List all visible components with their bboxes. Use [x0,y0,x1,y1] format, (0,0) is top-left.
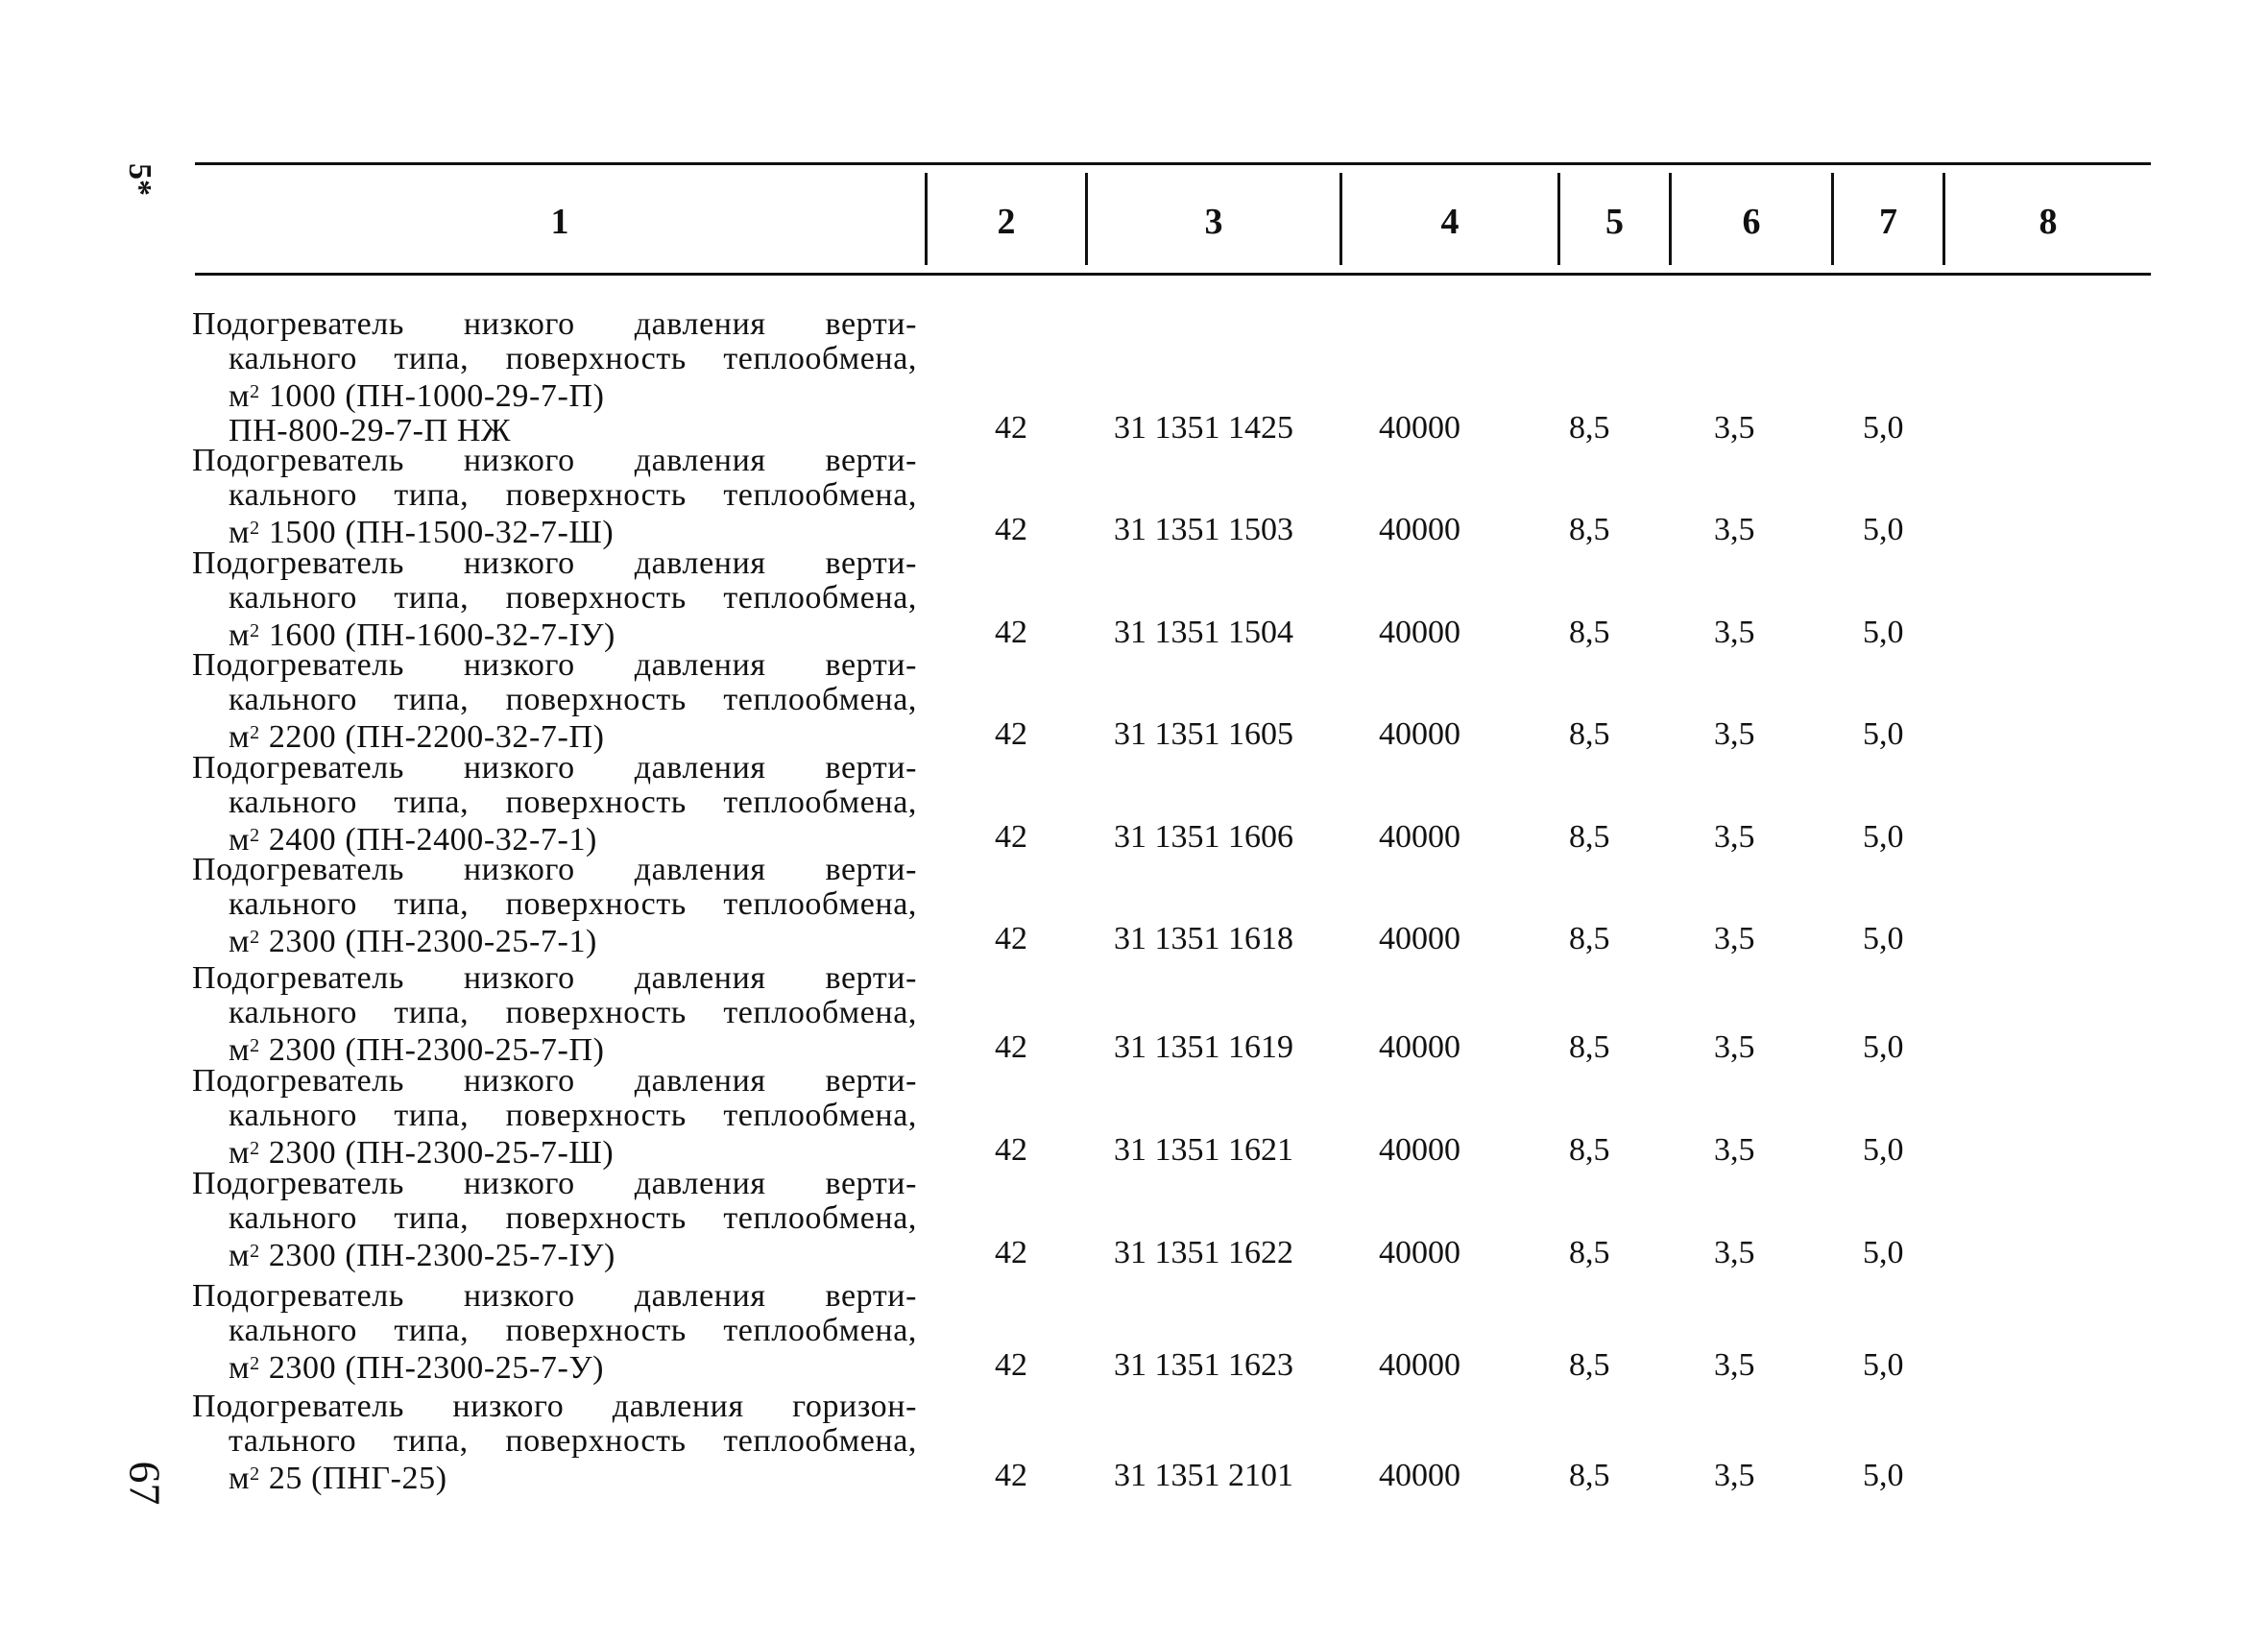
table-top-rule [195,162,2151,165]
page-number: 67 [120,1461,170,1506]
cell-col-6: 3,5 [1714,512,1755,547]
cell-col-7: 5,0 [1863,716,1904,752]
cell-col-7: 5,0 [1863,819,1904,855]
cell-col-4: 40000 [1379,716,1460,752]
row-description [192,751,917,858]
cell-col-3: 31 1351 1618 [1114,921,1293,956]
cell-col-7: 5,0 [1863,1132,1904,1168]
cell-col-7: 5,0 [1863,921,1904,956]
description-line: кального типа, поверхность теплообмена, [229,476,917,513]
cell-col-2: 42 [995,409,1027,446]
description-line: Подогреватель низкого давления верти- [192,1166,917,1201]
cell-col-5: 8,5 [1569,1347,1610,1383]
description-line: Подогреватель низкого давления верти- [192,852,917,887]
table-header-rule [195,273,2151,276]
cell-col-2: 42 [995,819,1027,855]
cell-col-4: 40000 [1379,1235,1460,1270]
description-line: кального типа, поверхность теплообмена, [229,681,917,717]
cell-col-4: 40000 [1379,1132,1460,1168]
cell-col-5: 8,5 [1569,819,1610,855]
description-line: Подогреватель низкого давления верти- [192,1063,917,1099]
description-line: кального типа, поверхность теплообмена, [229,885,917,922]
description-line: $м^2$ 2400 (ПН-2400-32-7-1) [229,822,597,858]
cell-col-6: 3,5 [1714,1347,1755,1383]
cell-col-7: 5,0 [1863,1235,1904,1270]
cell-col-6: 3,5 [1714,921,1755,956]
cell-col-3: 31 1351 1606 [1114,819,1293,855]
cell-col-7: 5,0 [1863,409,1904,446]
cell-col-6: 3,5 [1714,1029,1755,1065]
description-line: Подогреватель низкого давления верти- [192,750,917,786]
row-description [192,444,917,550]
cell-col-3: 31 1351 1621 [1114,1132,1293,1168]
cell-col-5: 8,5 [1569,1235,1610,1270]
cell-col-5: 8,5 [1569,1029,1610,1065]
description-line: $м^2$ 2300 (ПН-2300-25-7-П) [229,1032,605,1068]
cell-col-3: 31 1351 1619 [1114,1029,1293,1065]
cell-col-3: 31 1351 1605 [1114,716,1293,752]
cell-col-2: 42 [995,1029,1027,1065]
row-description [192,1390,917,1496]
cell-col-3: 31 1351 2101 [1114,1458,1293,1493]
cell-col-7: 5,0 [1863,615,1904,650]
description-line: Подогреватель низкого давления верти- [192,545,917,581]
row-description [192,853,917,959]
description-line: $м^2$ 1600 (ПН-1600-32-7-IУ) [229,617,615,653]
cell-col-6: 3,5 [1714,409,1755,446]
column-header-3: 3 [1204,202,1223,242]
description-line: $м^2$ 1500 (ПН-1500-32-7-Ш) [229,515,615,550]
description-line: ПН-800-29-7-П НЖ [229,412,512,448]
cell-col-7: 5,0 [1863,1029,1904,1065]
cell-col-2: 42 [995,1458,1027,1493]
cell-col-5: 8,5 [1569,716,1610,752]
cell-col-6: 3,5 [1714,1132,1755,1168]
description-line: кального типа, поверхность теплообмена, [229,1312,917,1348]
cell-col-5: 8,5 [1569,615,1610,650]
column-header-6: 6 [1742,202,1761,242]
description-line: кального типа, поверхность теплообмена, [229,784,917,820]
description-line: $м^2$ 25 (ПНГ-25) [229,1461,447,1496]
description-line: кального типа, поверхность теплообмена, [229,1199,917,1236]
cell-col-2: 42 [995,512,1027,547]
description-line: тального типа, поверхность теплообмена, [229,1422,917,1459]
column-header-4: 4 [1440,202,1460,242]
cell-col-2: 42 [995,921,1027,956]
column-header-5: 5 [1605,202,1624,242]
description-line: $м^2$ 2300 (ПН-2300-25-7-У) [229,1350,605,1386]
cell-col-4: 40000 [1379,1347,1460,1383]
row-description [192,1279,917,1386]
description-line: $м^2$ 2300 (ПН-2300-25-7-IУ) [229,1238,615,1273]
description-line: Подогреватель низкого давления верти- [192,1278,917,1314]
description-line: кального типа, поверхность теплообмена, [229,1097,917,1133]
cell-col-2: 42 [995,615,1027,650]
description-line: $м^2$ 2200 (ПН-2200-32-7-П) [229,719,605,755]
row-description [192,1167,917,1273]
cell-col-7: 5,0 [1863,1347,1904,1383]
cell-col-5: 8,5 [1569,512,1610,547]
description-line: кального типа, поверхность теплообмена, [229,994,917,1030]
description-line: Подогреватель низкого давления верти- [192,647,917,683]
cell-col-3: 31 1351 1425 [1114,409,1293,446]
cell-col-4: 40000 [1379,819,1460,855]
cell-col-4: 40000 [1379,615,1460,650]
description-line: Подогреватель низкого давления верти- [192,443,917,478]
cell-col-5: 8,5 [1569,1132,1610,1168]
column-header-2: 2 [997,202,1016,242]
description-line: Подогреватель низкого давления горизон- [192,1389,917,1424]
cell-col-6: 3,5 [1714,1458,1755,1493]
description-line: $м^2$ 2300 (ПН-2300-25-7-Ш) [229,1135,615,1171]
cell-col-5: 8,5 [1569,409,1610,446]
row-description [192,648,917,755]
cell-col-4: 40000 [1379,512,1460,547]
cell-col-2: 42 [995,1347,1027,1383]
description-line: $м^2$ 2300 (ПН-2300-25-7-1) [229,924,597,959]
cell-col-3: 31 1351 1622 [1114,1235,1293,1270]
cell-col-6: 3,5 [1714,1235,1755,1270]
cell-col-4: 40000 [1379,921,1460,956]
row-description [192,307,917,447]
cell-col-4: 40000 [1379,409,1460,446]
description-line: Подогреватель низкого давления верти- [192,306,917,342]
description-line: кального типа, поверхность теплообмена, [229,579,917,616]
cell-col-4: 40000 [1379,1029,1460,1065]
column-header-8: 8 [2039,202,2058,242]
row-description [192,961,917,1068]
margin-mark: 5* [122,163,157,196]
cell-col-3: 31 1351 1503 [1114,512,1293,547]
cell-col-7: 5,0 [1863,512,1904,547]
column-header-7: 7 [1879,202,1897,242]
cell-col-3: 31 1351 1504 [1114,615,1293,650]
cell-col-2: 42 [995,716,1027,752]
cell-col-2: 42 [995,1132,1027,1168]
description-line: кального типа, поверхность теплообмена, [229,340,917,376]
description-line: Подогреватель низкого давления верти- [192,960,917,996]
cell-col-2: 42 [995,1235,1027,1270]
column-header-1: 1 [550,202,569,242]
cell-col-5: 8,5 [1569,921,1610,956]
cell-col-6: 3,5 [1714,615,1755,650]
cell-col-6: 3,5 [1714,819,1755,855]
row-description [192,1064,917,1171]
cell-col-3: 31 1351 1623 [1114,1347,1293,1383]
cell-col-7: 5,0 [1863,1458,1904,1493]
description-line: $м^2$ 1000 (ПН-1000-29-7-П) [229,378,605,414]
cell-col-6: 3,5 [1714,716,1755,752]
cell-col-5: 8,5 [1569,1458,1610,1493]
cell-col-4: 40000 [1379,1458,1460,1493]
row-description [192,546,917,653]
